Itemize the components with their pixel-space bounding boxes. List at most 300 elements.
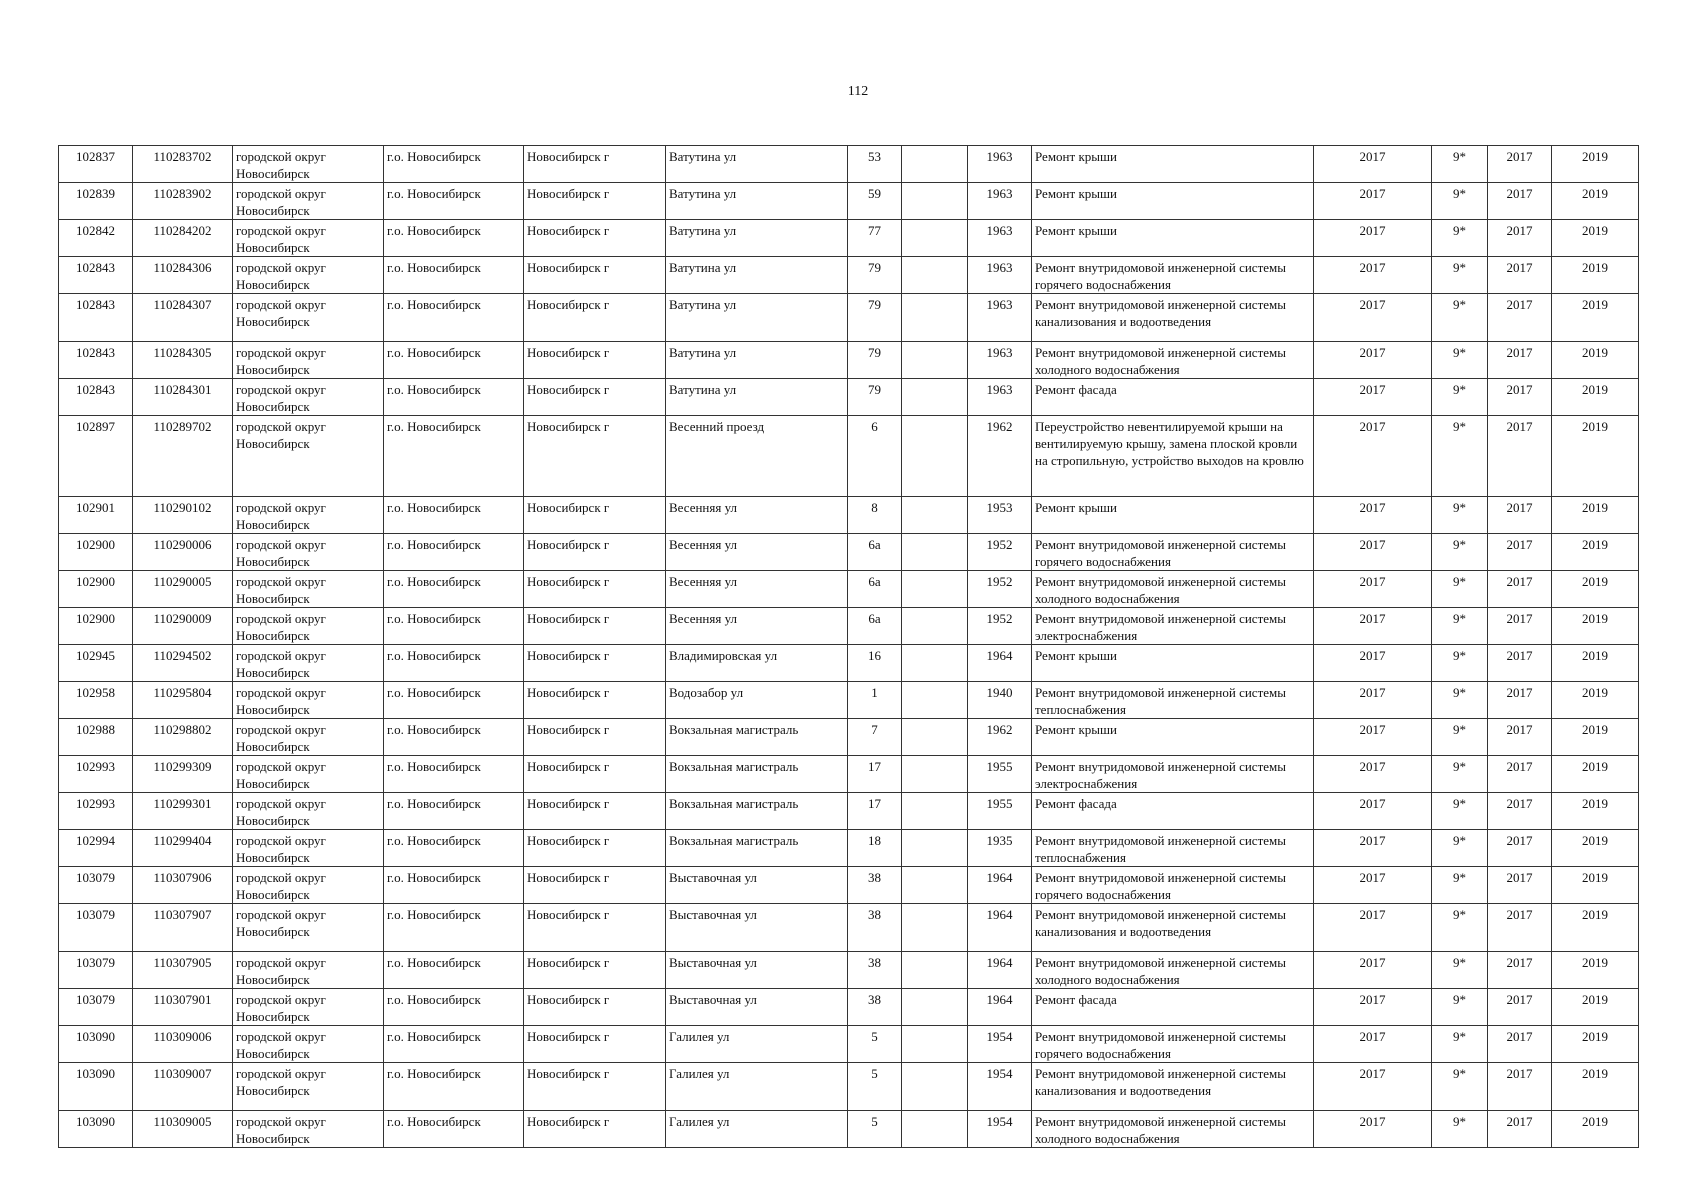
locality-cell: Новосибирск г — [524, 756, 666, 793]
end-year-cell: 2019 — [1552, 294, 1639, 342]
build-year-cell: 1952 — [968, 571, 1032, 608]
locality-cell: Новосибирск г — [524, 867, 666, 904]
locality-cell: Новосибирск г — [524, 952, 666, 989]
municipality-cell: городской округ Новосибирск — [233, 146, 384, 183]
street-cell: Ватутина ул — [666, 257, 848, 294]
district-cell: г.о. Новосибирск — [384, 608, 524, 645]
street-cell: Вокзальная магистраль — [666, 793, 848, 830]
plan-year-cell: 2017 — [1314, 989, 1432, 1026]
work-code-cell: 110298802 — [133, 719, 233, 756]
building-cell — [902, 146, 968, 183]
end-year-cell: 2019 — [1552, 1026, 1639, 1063]
municipality-cell: городской округ Новосибирск — [233, 645, 384, 682]
municipality-cell: городской округ Новосибирск — [233, 793, 384, 830]
district-cell: г.о. Новосибирск — [384, 793, 524, 830]
work-type-cell: Ремонт внутридомовой инженерной системы теплоснабжения — [1032, 830, 1314, 867]
district-cell: г.о. Новосибирск — [384, 497, 524, 534]
start-year-cell: 2017 — [1488, 416, 1552, 497]
record-id-cell: 102900 — [59, 608, 133, 645]
street-cell: Водозабор ул — [666, 682, 848, 719]
street-cell: Ватутина ул — [666, 379, 848, 416]
build-year-cell: 1935 — [968, 830, 1032, 867]
work-type-cell: Ремонт фасада — [1032, 793, 1314, 830]
build-year-cell: 1953 — [968, 497, 1032, 534]
work-code-cell: 110284307 — [133, 294, 233, 342]
municipality-cell: городской округ Новосибирск — [233, 756, 384, 793]
house-number-cell: 5 — [848, 1026, 902, 1063]
work-code-cell: 110294502 — [133, 645, 233, 682]
work-type-cell: Ремонт крыши — [1032, 146, 1314, 183]
locality-cell: Новосибирск г — [524, 342, 666, 379]
table-row — [59, 220, 1639, 257]
building-cell — [902, 1111, 968, 1148]
floors-cell: 9* — [1432, 257, 1488, 294]
end-year-cell: 2019 — [1552, 793, 1639, 830]
plan-year-cell: 2017 — [1314, 534, 1432, 571]
table-row — [59, 183, 1639, 220]
work-type-cell: Ремонт внутридомовой инженерной системы канализования и водоотведения — [1032, 294, 1314, 342]
plan-year-cell: 2017 — [1314, 294, 1432, 342]
floors-cell: 9* — [1432, 146, 1488, 183]
end-year-cell: 2019 — [1552, 645, 1639, 682]
start-year-cell: 2017 — [1488, 571, 1552, 608]
locality-cell: Новосибирск г — [524, 183, 666, 220]
work-code-cell: 110284202 — [133, 220, 233, 257]
record-id-cell: 103090 — [59, 1026, 133, 1063]
building-cell — [902, 793, 968, 830]
street-cell: Вокзальная магистраль — [666, 719, 848, 756]
plan-year-cell: 2017 — [1314, 793, 1432, 830]
end-year-cell: 2019 — [1552, 571, 1639, 608]
start-year-cell: 2017 — [1488, 904, 1552, 952]
build-year-cell: 1955 — [968, 793, 1032, 830]
municipality-cell: городской округ Новосибирск — [233, 719, 384, 756]
record-id-cell: 102839 — [59, 183, 133, 220]
work-type-cell: Ремонт крыши — [1032, 220, 1314, 257]
work-code-cell: 110295804 — [133, 682, 233, 719]
start-year-cell: 2017 — [1488, 1026, 1552, 1063]
district-cell: г.о. Новосибирск — [384, 183, 524, 220]
plan-year-cell: 2017 — [1314, 608, 1432, 645]
table-row — [59, 342, 1639, 379]
floors-cell: 9* — [1432, 608, 1488, 645]
record-id-cell: 102842 — [59, 220, 133, 257]
locality-cell: Новосибирск г — [524, 719, 666, 756]
record-id-cell: 103079 — [59, 904, 133, 952]
table-row — [59, 294, 1639, 342]
floors-cell: 9* — [1432, 645, 1488, 682]
work-type-cell: Ремонт внутридомовой инженерной системы горячего водоснабжения — [1032, 534, 1314, 571]
table-row — [59, 257, 1639, 294]
street-cell: Выставочная ул — [666, 989, 848, 1026]
table-row — [59, 379, 1639, 416]
locality-cell: Новосибирск г — [524, 793, 666, 830]
build-year-cell: 1963 — [968, 257, 1032, 294]
work-type-cell: Переустройство невентилируемой крыши на вентилируемую крышу, замена плоской кровли на стропильную, устройство выходов на кровлю — [1032, 416, 1314, 497]
district-cell: г.о. Новосибирск — [384, 1063, 524, 1111]
table-row — [59, 608, 1639, 645]
municipality-cell: городской округ Новосибирск — [233, 904, 384, 952]
table-row — [59, 682, 1639, 719]
record-id-cell: 102837 — [59, 146, 133, 183]
plan-year-cell: 2017 — [1314, 719, 1432, 756]
locality-cell: Новосибирск г — [524, 608, 666, 645]
work-code-cell: 110307906 — [133, 867, 233, 904]
house-number-cell: 38 — [848, 904, 902, 952]
house-number-cell: 79 — [848, 257, 902, 294]
table-body — [59, 146, 1639, 1148]
record-id-cell: 102843 — [59, 342, 133, 379]
municipality-cell: городской округ Новосибирск — [233, 867, 384, 904]
build-year-cell: 1963 — [968, 220, 1032, 257]
district-cell: г.о. Новосибирск — [384, 220, 524, 257]
floors-cell: 9* — [1432, 867, 1488, 904]
municipality-cell: городской округ Новосибирск — [233, 220, 384, 257]
district-cell: г.о. Новосибирск — [384, 146, 524, 183]
work-code-cell: 110283702 — [133, 146, 233, 183]
building-cell — [902, 952, 968, 989]
street-cell: Ватутина ул — [666, 146, 848, 183]
work-code-cell: 110309006 — [133, 1026, 233, 1063]
plan-year-cell: 2017 — [1314, 220, 1432, 257]
build-year-cell: 1954 — [968, 1063, 1032, 1111]
street-cell: Вокзальная магистраль — [666, 830, 848, 867]
work-type-cell: Ремонт крыши — [1032, 183, 1314, 220]
end-year-cell: 2019 — [1552, 342, 1639, 379]
street-cell: Весенняя ул — [666, 608, 848, 645]
plan-year-cell: 2017 — [1314, 379, 1432, 416]
locality-cell: Новосибирск г — [524, 379, 666, 416]
plan-year-cell: 2017 — [1314, 645, 1432, 682]
house-number-cell: 6 — [848, 416, 902, 497]
street-cell: Вокзальная магистраль — [666, 756, 848, 793]
record-id-cell: 102945 — [59, 645, 133, 682]
house-number-cell: 77 — [848, 220, 902, 257]
end-year-cell: 2019 — [1552, 534, 1639, 571]
floors-cell: 9* — [1432, 1063, 1488, 1111]
district-cell: г.о. Новосибирск — [384, 830, 524, 867]
start-year-cell: 2017 — [1488, 220, 1552, 257]
floors-cell: 9* — [1432, 830, 1488, 867]
work-code-cell: 110284306 — [133, 257, 233, 294]
house-number-cell: 17 — [848, 793, 902, 830]
street-cell: Ватутина ул — [666, 220, 848, 257]
start-year-cell: 2017 — [1488, 645, 1552, 682]
floors-cell: 9* — [1432, 294, 1488, 342]
district-cell: г.о. Новосибирск — [384, 867, 524, 904]
district-cell: г.о. Новосибирск — [384, 257, 524, 294]
table-row — [59, 989, 1639, 1026]
floors-cell: 9* — [1432, 1026, 1488, 1063]
floors-cell: 9* — [1432, 793, 1488, 830]
work-type-cell: Ремонт крыши — [1032, 645, 1314, 682]
work-code-cell: 110284301 — [133, 379, 233, 416]
work-type-cell: Ремонт крыши — [1032, 719, 1314, 756]
record-id-cell: 102843 — [59, 294, 133, 342]
start-year-cell: 2017 — [1488, 379, 1552, 416]
plan-year-cell: 2017 — [1314, 830, 1432, 867]
building-cell — [902, 534, 968, 571]
record-id-cell: 103090 — [59, 1063, 133, 1111]
start-year-cell: 2017 — [1488, 534, 1552, 571]
build-year-cell: 1964 — [968, 989, 1032, 1026]
work-code-cell: 110289702 — [133, 416, 233, 497]
municipality-cell: городской округ Новосибирск — [233, 1026, 384, 1063]
end-year-cell: 2019 — [1552, 830, 1639, 867]
building-cell — [902, 645, 968, 682]
locality-cell: Новосибирск г — [524, 989, 666, 1026]
record-id-cell: 102900 — [59, 571, 133, 608]
start-year-cell: 2017 — [1488, 989, 1552, 1026]
house-number-cell: 17 — [848, 756, 902, 793]
work-type-cell: Ремонт внутридомовой инженерной системы горячего водоснабжения — [1032, 867, 1314, 904]
build-year-cell: 1940 — [968, 682, 1032, 719]
build-year-cell: 1963 — [968, 342, 1032, 379]
table-row — [59, 793, 1639, 830]
house-number-cell: 5 — [848, 1063, 902, 1111]
floors-cell: 9* — [1432, 756, 1488, 793]
plan-year-cell: 2017 — [1314, 904, 1432, 952]
build-year-cell: 1962 — [968, 719, 1032, 756]
district-cell: г.о. Новосибирск — [384, 904, 524, 952]
street-cell: Выставочная ул — [666, 952, 848, 989]
work-code-cell: 110307901 — [133, 989, 233, 1026]
table-row — [59, 571, 1639, 608]
plan-year-cell: 2017 — [1314, 867, 1432, 904]
build-year-cell: 1963 — [968, 146, 1032, 183]
plan-year-cell: 2017 — [1314, 571, 1432, 608]
plan-year-cell: 2017 — [1314, 497, 1432, 534]
district-cell: г.о. Новосибирск — [384, 1026, 524, 1063]
building-cell — [902, 1063, 968, 1111]
building-cell — [902, 571, 968, 608]
build-year-cell: 1963 — [968, 379, 1032, 416]
district-cell: г.о. Новосибирск — [384, 571, 524, 608]
build-year-cell: 1954 — [968, 1111, 1032, 1148]
locality-cell: Новосибирск г — [524, 1026, 666, 1063]
work-code-cell: 110290009 — [133, 608, 233, 645]
house-number-cell: 8 — [848, 497, 902, 534]
floors-cell: 9* — [1432, 342, 1488, 379]
start-year-cell: 2017 — [1488, 257, 1552, 294]
house-number-cell: 79 — [848, 342, 902, 379]
municipality-cell: городской округ Новосибирск — [233, 342, 384, 379]
district-cell: г.о. Новосибирск — [384, 416, 524, 497]
record-id-cell: 103079 — [59, 952, 133, 989]
street-cell: Весенний проезд — [666, 416, 848, 497]
start-year-cell: 2017 — [1488, 608, 1552, 645]
work-code-cell: 110290006 — [133, 534, 233, 571]
building-cell — [902, 989, 968, 1026]
work-type-cell: Ремонт внутридомовой инженерной системы холодного водоснабжения — [1032, 571, 1314, 608]
record-id-cell: 102900 — [59, 534, 133, 571]
table-row — [59, 534, 1639, 571]
district-cell: г.о. Новосибирск — [384, 952, 524, 989]
start-year-cell: 2017 — [1488, 294, 1552, 342]
build-year-cell: 1952 — [968, 608, 1032, 645]
district-cell: г.о. Новосибирск — [384, 645, 524, 682]
table-row — [59, 497, 1639, 534]
building-cell — [902, 756, 968, 793]
plan-year-cell: 2017 — [1314, 756, 1432, 793]
street-cell: Выставочная ул — [666, 904, 848, 952]
locality-cell: Новосибирск г — [524, 830, 666, 867]
floors-cell: 9* — [1432, 416, 1488, 497]
record-id-cell: 103079 — [59, 867, 133, 904]
plan-year-cell: 2017 — [1314, 183, 1432, 220]
work-type-cell: Ремонт крыши — [1032, 497, 1314, 534]
street-cell: Галилея ул — [666, 1026, 848, 1063]
municipality-cell: городской округ Новосибирск — [233, 294, 384, 342]
end-year-cell: 2019 — [1552, 989, 1639, 1026]
work-type-cell: Ремонт внутридомовой инженерной системы холодного водоснабжения — [1032, 1111, 1314, 1148]
floors-cell: 9* — [1432, 952, 1488, 989]
house-number-cell: 53 — [848, 146, 902, 183]
end-year-cell: 2019 — [1552, 608, 1639, 645]
municipality-cell: городской округ Новосибирск — [233, 183, 384, 220]
locality-cell: Новосибирск г — [524, 220, 666, 257]
start-year-cell: 2017 — [1488, 719, 1552, 756]
start-year-cell: 2017 — [1488, 1063, 1552, 1111]
table-row — [59, 1063, 1639, 1111]
work-type-cell: Ремонт внутридомовой инженерной системы горячего водоснабжения — [1032, 257, 1314, 294]
work-code-cell: 110299301 — [133, 793, 233, 830]
table-row — [59, 830, 1639, 867]
municipality-cell: городской округ Новосибирск — [233, 952, 384, 989]
build-year-cell: 1964 — [968, 952, 1032, 989]
record-id-cell: 102994 — [59, 830, 133, 867]
end-year-cell: 2019 — [1552, 756, 1639, 793]
start-year-cell: 2017 — [1488, 867, 1552, 904]
record-id-cell: 102993 — [59, 793, 133, 830]
municipality-cell: городской округ Новосибирск — [233, 571, 384, 608]
table-row — [59, 904, 1639, 952]
locality-cell: Новосибирск г — [524, 645, 666, 682]
street-cell: Галилея ул — [666, 1111, 848, 1148]
page-number: 112 — [847, 84, 869, 99]
building-cell — [902, 257, 968, 294]
table-row — [59, 756, 1639, 793]
municipality-cell: городской округ Новосибирск — [233, 416, 384, 497]
build-year-cell: 1963 — [968, 183, 1032, 220]
end-year-cell: 2019 — [1552, 497, 1639, 534]
plan-year-cell: 2017 — [1314, 1026, 1432, 1063]
building-cell — [902, 682, 968, 719]
record-id-cell: 103090 — [59, 1111, 133, 1148]
end-year-cell: 2019 — [1552, 220, 1639, 257]
floors-cell: 9* — [1432, 904, 1488, 952]
plan-year-cell: 2017 — [1314, 682, 1432, 719]
district-cell: г.о. Новосибирск — [384, 989, 524, 1026]
table-row — [59, 1026, 1639, 1063]
table-row — [59, 645, 1639, 682]
record-id-cell: 102843 — [59, 257, 133, 294]
work-type-cell: Ремонт внутридомовой инженерной системы холодного водоснабжения — [1032, 952, 1314, 989]
start-year-cell: 2017 — [1488, 342, 1552, 379]
house-number-cell: 5 — [848, 1111, 902, 1148]
building-cell — [902, 867, 968, 904]
house-number-cell: 6а — [848, 608, 902, 645]
municipality-cell: городской округ Новосибирск — [233, 1063, 384, 1111]
building-cell — [902, 294, 968, 342]
street-cell: Ватутина ул — [666, 342, 848, 379]
plan-year-cell: 2017 — [1314, 1063, 1432, 1111]
building-cell — [902, 719, 968, 756]
end-year-cell: 2019 — [1552, 682, 1639, 719]
district-cell: г.о. Новосибирск — [384, 719, 524, 756]
start-year-cell: 2017 — [1488, 682, 1552, 719]
record-id-cell: 102843 — [59, 379, 133, 416]
locality-cell: Новосибирск г — [524, 534, 666, 571]
building-cell — [902, 379, 968, 416]
record-id-cell: 103079 — [59, 989, 133, 1026]
street-cell: Ватутина ул — [666, 294, 848, 342]
start-year-cell: 2017 — [1488, 497, 1552, 534]
work-code-cell: 110283902 — [133, 183, 233, 220]
plan-year-cell: 2017 — [1314, 342, 1432, 379]
plan-year-cell: 2017 — [1314, 952, 1432, 989]
end-year-cell: 2019 — [1552, 257, 1639, 294]
work-code-cell: 110284305 — [133, 342, 233, 379]
work-type-cell: Ремонт внутридомовой инженерной системы теплоснабжения — [1032, 682, 1314, 719]
building-cell — [902, 1026, 968, 1063]
record-id-cell: 102988 — [59, 719, 133, 756]
plan-year-cell: 2017 — [1314, 1111, 1432, 1148]
table-row — [59, 719, 1639, 756]
registry-table — [58, 145, 1639, 1148]
start-year-cell: 2017 — [1488, 756, 1552, 793]
district-cell: г.о. Новосибирск — [384, 379, 524, 416]
street-cell: Весенняя ул — [666, 534, 848, 571]
end-year-cell: 2019 — [1552, 379, 1639, 416]
building-cell — [902, 220, 968, 257]
floors-cell: 9* — [1432, 183, 1488, 220]
building-cell — [902, 183, 968, 220]
floors-cell: 9* — [1432, 1111, 1488, 1148]
record-id-cell: 102897 — [59, 416, 133, 497]
floors-cell: 9* — [1432, 719, 1488, 756]
municipality-cell: городской округ Новосибирск — [233, 534, 384, 571]
plan-year-cell: 2017 — [1314, 257, 1432, 294]
floors-cell: 9* — [1432, 534, 1488, 571]
municipality-cell: городской округ Новосибирск — [233, 379, 384, 416]
end-year-cell: 2019 — [1552, 183, 1639, 220]
locality-cell: Новосибирск г — [524, 571, 666, 608]
floors-cell: 9* — [1432, 571, 1488, 608]
house-number-cell: 7 — [848, 719, 902, 756]
municipality-cell: городской округ Новосибирск — [233, 497, 384, 534]
locality-cell: Новосибирск г — [524, 904, 666, 952]
work-type-cell: Ремонт фасада — [1032, 989, 1314, 1026]
street-cell: Весенняя ул — [666, 571, 848, 608]
district-cell: г.о. Новосибирск — [384, 534, 524, 571]
floors-cell: 9* — [1432, 379, 1488, 416]
work-code-cell: 110290102 — [133, 497, 233, 534]
house-number-cell: 79 — [848, 294, 902, 342]
work-code-cell: 110290005 — [133, 571, 233, 608]
building-cell — [902, 830, 968, 867]
municipality-cell: городской округ Новосибирск — [233, 257, 384, 294]
work-code-cell: 110307907 — [133, 904, 233, 952]
municipality-cell: городской округ Новосибирск — [233, 1111, 384, 1148]
work-type-cell: Ремонт внутридомовой инженерной системы канализования и водоотведения — [1032, 1063, 1314, 1111]
end-year-cell: 2019 — [1552, 867, 1639, 904]
house-number-cell: 79 — [848, 379, 902, 416]
work-code-cell: 110309005 — [133, 1111, 233, 1148]
end-year-cell: 2019 — [1552, 952, 1639, 989]
work-type-cell: Ремонт внутридомовой инженерной системы канализования и водоотведения — [1032, 904, 1314, 952]
house-number-cell: 38 — [848, 867, 902, 904]
